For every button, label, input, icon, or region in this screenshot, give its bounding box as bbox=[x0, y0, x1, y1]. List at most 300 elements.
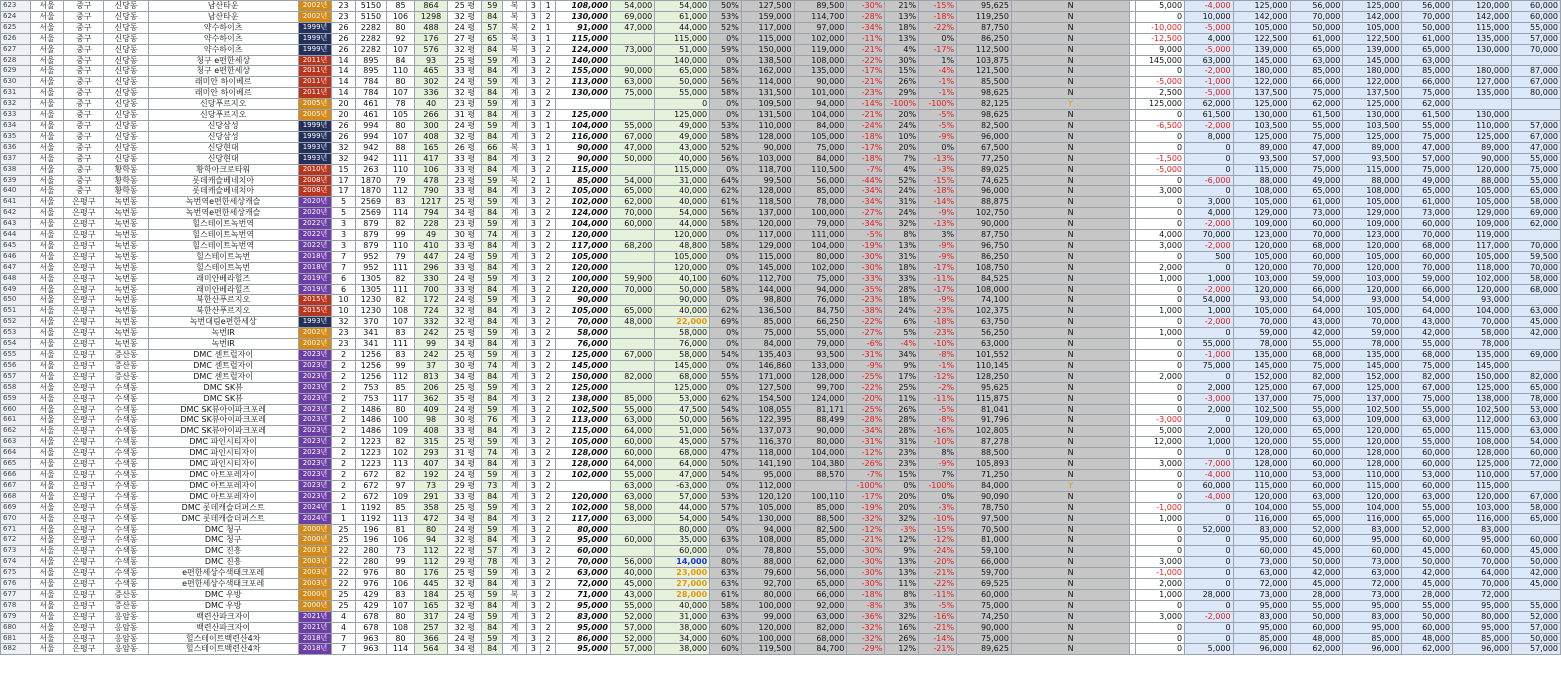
table-cell[interactable]: 84 bbox=[482, 339, 503, 350]
table-cell[interactable]: 은평구 bbox=[64, 600, 104, 611]
table-cell[interactable]: -12% bbox=[919, 535, 957, 546]
table-cell[interactable]: 57,000 bbox=[1290, 153, 1343, 164]
table-cell[interactable]: 3 bbox=[526, 393, 541, 404]
table-cell[interactable]: 58% bbox=[710, 240, 742, 251]
table-cell[interactable]: 2 bbox=[332, 491, 355, 502]
table-cell[interactable]: 70,000 bbox=[1402, 262, 1453, 273]
table-cell[interactable]: 117,000 bbox=[556, 240, 611, 251]
table-cell[interactable]: -11% bbox=[919, 393, 957, 404]
table-cell[interactable]: 녹번동 bbox=[104, 328, 148, 339]
table-cell[interactable]: 23 평 bbox=[448, 99, 482, 110]
table-cell[interactable]: 1223 bbox=[355, 459, 387, 470]
table-cell[interactable]: 1256 bbox=[355, 350, 387, 361]
table-cell[interactable]: 120,000 bbox=[1343, 437, 1402, 448]
table-cell[interactable]: -8% bbox=[919, 415, 957, 426]
table-cell[interactable]: 60,000 bbox=[1402, 448, 1453, 459]
table-cell[interactable]: N bbox=[1011, 306, 1129, 317]
table-cell[interactable]: 은평구 bbox=[64, 415, 104, 426]
table-cell[interactable]: 88,000 bbox=[1453, 175, 1512, 186]
table-cell[interactable]: 2015년 bbox=[298, 306, 332, 317]
table-cell[interactable]: 3 bbox=[526, 328, 541, 339]
table-cell[interactable]: 99,500 bbox=[741, 175, 794, 186]
table-cell[interactable]: 67,000 bbox=[1512, 491, 1561, 502]
table-cell[interactable]: 은평구 bbox=[64, 644, 104, 655]
table-cell[interactable]: 112 bbox=[387, 186, 414, 197]
table-cell[interactable]: 100 bbox=[387, 415, 414, 426]
table-cell[interactable]: 84 bbox=[482, 44, 503, 55]
table-cell[interactable]: 84 bbox=[482, 262, 503, 273]
table-cell[interactable]: 84 bbox=[482, 284, 503, 295]
table-cell[interactable]: -16% bbox=[919, 426, 957, 437]
table-cell[interactable]: 54,000 bbox=[1290, 295, 1343, 306]
table-cell[interactable]: -33% bbox=[847, 273, 885, 284]
table-cell[interactable]: 0 bbox=[1185, 153, 1234, 164]
table-cell[interactable]: 105,000 bbox=[556, 186, 611, 197]
table-cell[interactable]: 수색동 bbox=[104, 459, 148, 470]
table-cell[interactable]: 1305 bbox=[355, 284, 387, 295]
table-cell[interactable]: 33 평 bbox=[448, 66, 482, 77]
table-cell[interactable]: 60,000 bbox=[1290, 535, 1343, 546]
table-cell[interactable]: 2022년 bbox=[298, 219, 332, 230]
table-cell[interactable]: 서울 bbox=[30, 404, 64, 415]
table-cell[interactable]: 65,000 bbox=[1402, 44, 1453, 55]
table-cell[interactable]: 59,000 bbox=[1402, 273, 1453, 284]
table-cell[interactable]: 0 bbox=[1136, 251, 1185, 262]
table-cell[interactable]: 57% bbox=[710, 437, 742, 448]
table-cell[interactable]: 55,000 bbox=[794, 328, 847, 339]
table-cell[interactable]: 159,000 bbox=[741, 11, 794, 22]
table-cell[interactable]: 중구 bbox=[64, 77, 104, 88]
table-cell[interactable] bbox=[610, 524, 654, 535]
table-cell[interactable]: 25 bbox=[332, 600, 355, 611]
table-cell[interactable]: 12,000 bbox=[1136, 437, 1185, 448]
table-cell[interactable]: 128,000 bbox=[1343, 448, 1402, 459]
table-cell[interactable]: -26% bbox=[847, 459, 885, 470]
table-cell[interactable]: 계 bbox=[503, 437, 526, 448]
table-cell[interactable]: 108,055 bbox=[741, 404, 794, 415]
table-cell[interactable]: 계 bbox=[503, 480, 526, 491]
table-cell[interactable]: 103,000 bbox=[1233, 273, 1290, 284]
table-cell[interactable]: 192 bbox=[414, 469, 448, 480]
table-cell[interactable]: 103,000 bbox=[1343, 273, 1402, 284]
table-cell[interactable]: 3 bbox=[526, 219, 541, 230]
table-cell[interactable]: 53,000 bbox=[1402, 469, 1453, 480]
table-cell[interactable]: 23% bbox=[885, 448, 919, 459]
table-cell[interactable]: 128,000 bbox=[1453, 448, 1512, 459]
table-cell[interactable]: 47,000 bbox=[1402, 142, 1453, 153]
table-cell[interactable]: 55% bbox=[710, 371, 742, 382]
table-cell[interactable]: 107 bbox=[387, 131, 414, 142]
table-cell[interactable]: 서울 bbox=[30, 33, 64, 44]
table-cell[interactable]: 서울 bbox=[30, 611, 64, 622]
table-cell[interactable]: 59 bbox=[482, 568, 503, 579]
table-cell[interactable]: 49,000 bbox=[655, 131, 710, 142]
table-cell[interactable]: 84 bbox=[482, 579, 503, 590]
table-cell[interactable]: 황학동 bbox=[104, 186, 148, 197]
table-cell[interactable]: -3,000 bbox=[1185, 393, 1234, 404]
table-cell[interactable]: 315 bbox=[414, 437, 448, 448]
table-cell[interactable]: 25 평 bbox=[448, 55, 482, 66]
table-cell[interactable]: 137,000 bbox=[1233, 393, 1290, 404]
table-cell[interactable]: 26 bbox=[332, 120, 355, 131]
table-cell[interactable]: 은평구 bbox=[64, 350, 104, 361]
row-number[interactable]: 679 bbox=[1, 611, 31, 622]
table-cell[interactable]: 58% bbox=[710, 219, 742, 230]
table-cell[interactable]: 3 bbox=[526, 382, 541, 393]
table-cell[interactable]: 112,500 bbox=[957, 44, 1012, 55]
table-cell[interactable]: 녹번동 bbox=[104, 219, 148, 230]
table-cell[interactable]: -11% bbox=[919, 273, 957, 284]
table-cell[interactable]: 3 bbox=[526, 611, 541, 622]
table-cell[interactable]: 135,403 bbox=[741, 350, 794, 361]
table-cell[interactable]: N bbox=[1011, 622, 1129, 633]
table-cell[interactable]: 60% bbox=[710, 633, 742, 644]
table-cell[interactable]: 50,000 bbox=[655, 415, 710, 426]
table-cell[interactable]: 5 bbox=[332, 197, 355, 208]
table-cell[interactable]: 102,000 bbox=[1453, 273, 1512, 284]
table-cell[interactable]: 신당동 bbox=[104, 11, 148, 22]
row-number[interactable]: 673 bbox=[1, 546, 31, 557]
table-cell[interactable]: 59 bbox=[482, 524, 503, 535]
table-cell[interactable]: 서울 bbox=[30, 622, 64, 633]
table-cell[interactable]: 2023년 bbox=[298, 404, 332, 415]
table-cell[interactable]: 55,000 bbox=[1290, 437, 1343, 448]
table-cell[interactable]: 85,000 bbox=[556, 175, 611, 186]
table-cell[interactable]: 은평구 bbox=[64, 459, 104, 470]
table-cell[interactable]: N bbox=[1011, 22, 1129, 33]
table-cell[interactable]: 힐스테이트백련산4차 bbox=[148, 633, 298, 644]
table-cell[interactable]: 128,000 bbox=[556, 448, 611, 459]
table-cell[interactable]: 1,000 bbox=[1136, 273, 1185, 284]
table-cell[interactable]: 118,500 bbox=[741, 197, 794, 208]
table-cell[interactable]: 1298 bbox=[414, 11, 448, 22]
table-cell[interactable]: 은평구 bbox=[64, 469, 104, 480]
table-cell[interactable]: 60% bbox=[710, 622, 742, 633]
table-cell[interactable]: 서울 bbox=[30, 66, 64, 77]
table-cell[interactable]: 94,000 bbox=[794, 99, 847, 110]
table-cell[interactable]: 58% bbox=[710, 600, 742, 611]
table-cell[interactable]: 291 bbox=[414, 491, 448, 502]
table-cell[interactable]: 88,500 bbox=[794, 513, 847, 524]
table-cell[interactable]: -14% bbox=[919, 633, 957, 644]
row-number[interactable]: 680 bbox=[1, 622, 31, 633]
table-cell[interactable]: 수색동 bbox=[104, 502, 148, 513]
table-cell[interactable]: 증산동 bbox=[104, 350, 148, 361]
table-cell[interactable]: 82,000 bbox=[794, 622, 847, 633]
table-cell[interactable]: 87,750 bbox=[957, 22, 1012, 33]
table-cell[interactable]: 3 bbox=[332, 219, 355, 230]
table-cell[interactable]: 58% bbox=[710, 131, 742, 142]
table-cell[interactable]: 50,000 bbox=[1290, 22, 1343, 33]
table-cell[interactable]: 59 bbox=[482, 175, 503, 186]
table-cell[interactable]: 83,000 bbox=[1343, 524, 1402, 535]
table-cell[interactable]: 2 bbox=[541, 153, 556, 164]
table-cell[interactable]: 90,000 bbox=[794, 426, 847, 437]
table-cell[interactable]: -2,000 bbox=[1185, 284, 1234, 295]
table-cell[interactable]: 3 bbox=[526, 230, 541, 241]
table-cell[interactable]: 120,000 bbox=[556, 262, 611, 273]
table-cell[interactable]: 6% bbox=[885, 317, 919, 328]
table-cell[interactable]: 중구 bbox=[64, 142, 104, 153]
table-cell[interactable]: 83,000 bbox=[1453, 524, 1512, 535]
table-cell[interactable]: 2002년 bbox=[298, 1, 332, 12]
table-cell[interactable]: 60,000 bbox=[1290, 622, 1343, 633]
table-cell[interactable]: 0% bbox=[710, 360, 742, 371]
table-cell[interactable]: 녹번동 bbox=[104, 197, 148, 208]
table-cell[interactable]: 25 평 bbox=[448, 589, 482, 600]
table-cell[interactable]: 63,000 bbox=[1233, 568, 1290, 579]
table-cell[interactable]: 롯데캐슬베네치아 bbox=[148, 186, 298, 197]
table-cell[interactable]: 70,000 bbox=[610, 208, 654, 219]
table-cell[interactable]: -12% bbox=[847, 448, 885, 459]
table-cell[interactable]: 60,000 bbox=[1512, 11, 1561, 22]
table-cell[interactable]: 50,000 bbox=[610, 153, 654, 164]
table-cell[interactable]: 55,000 bbox=[610, 600, 654, 611]
table-cell[interactable]: 2 bbox=[541, 622, 556, 633]
table-cell[interactable]: 서울 bbox=[30, 77, 64, 88]
table-cell[interactable]: -21% bbox=[919, 644, 957, 655]
table-cell[interactable]: 증산동 bbox=[104, 371, 148, 382]
table-cell[interactable]: 2 bbox=[541, 66, 556, 77]
table-cell[interactable]: 32 평 bbox=[448, 306, 482, 317]
table-cell[interactable]: 104,380 bbox=[794, 459, 847, 470]
table-cell[interactable]: 28% bbox=[885, 284, 919, 295]
table-cell[interactable]: 90,000 bbox=[556, 153, 611, 164]
table-cell[interactable]: 수색동 bbox=[104, 469, 148, 480]
row-number[interactable]: 653 bbox=[1, 328, 31, 339]
table-cell[interactable]: 138,500 bbox=[741, 55, 794, 66]
table-cell[interactable]: 33 평 bbox=[448, 240, 482, 251]
table-cell[interactable]: 113,000 bbox=[556, 77, 611, 88]
table-cell[interactable]: 59 bbox=[482, 437, 503, 448]
table-cell[interactable]: 1230 bbox=[355, 295, 387, 306]
table-cell[interactable]: -21% bbox=[847, 44, 885, 55]
table-cell[interactable]: 128,250 bbox=[957, 371, 1012, 382]
table-cell[interactable]: 3 bbox=[526, 437, 541, 448]
table-cell[interactable]: 22 bbox=[332, 568, 355, 579]
table-cell[interactable]: 59 bbox=[482, 99, 503, 110]
table-cell[interactable]: 수색동 bbox=[104, 524, 148, 535]
table-cell[interactable]: 84 bbox=[482, 459, 503, 470]
table-cell[interactable]: 84 bbox=[482, 11, 503, 22]
table-cell[interactable]: 112,700 bbox=[741, 273, 794, 284]
table-cell[interactable]: 23% bbox=[885, 459, 919, 470]
table-cell[interactable]: 22 평 bbox=[448, 546, 482, 557]
table-cell[interactable]: 80 bbox=[387, 120, 414, 131]
table-cell[interactable]: DMC 진흥 bbox=[148, 546, 298, 557]
table-cell[interactable]: 300 bbox=[414, 120, 448, 131]
table-cell[interactable]: 83 bbox=[387, 350, 414, 361]
table-cell[interactable]: 171,000 bbox=[741, 371, 794, 382]
table-cell[interactable]: 2018년 bbox=[298, 633, 332, 644]
table-cell[interactable]: 52,000 bbox=[1185, 524, 1234, 535]
table-cell[interactable]: 서울 bbox=[30, 22, 64, 33]
table-cell[interactable]: 24% bbox=[885, 120, 919, 131]
table-cell[interactable]: 84 bbox=[482, 513, 503, 524]
table-cell[interactable]: 서울 bbox=[30, 415, 64, 426]
table-cell[interactable]: 신당동 bbox=[104, 66, 148, 77]
table-cell[interactable]: -18% bbox=[847, 589, 885, 600]
table-cell[interactable]: 228 bbox=[414, 219, 448, 230]
table-cell[interactable]: 105,000 bbox=[1233, 22, 1290, 33]
table-cell[interactable]: 0 bbox=[1185, 579, 1234, 590]
table-cell[interactable]: N bbox=[1011, 557, 1129, 568]
table-cell[interactable]: 계 bbox=[503, 66, 526, 77]
table-cell[interactable]: 70,000 bbox=[1233, 317, 1290, 328]
table-cell[interactable]: 125,000 bbox=[556, 350, 611, 361]
table-cell[interactable]: 34 평 bbox=[448, 644, 482, 655]
table-cell[interactable]: 1230 bbox=[355, 306, 387, 317]
table-cell[interactable]: 중구 bbox=[64, 186, 104, 197]
table-cell[interactable]: 44,000 bbox=[655, 219, 710, 230]
table-cell[interactable]: 794 bbox=[414, 208, 448, 219]
table-cell[interactable]: 25 평 bbox=[448, 350, 482, 361]
table-cell[interactable]: 332 bbox=[414, 317, 448, 328]
table-cell[interactable]: 14 bbox=[332, 55, 355, 66]
table-cell[interactable]: 60,000 bbox=[1512, 535, 1561, 546]
row-number[interactable]: 624 bbox=[1, 11, 31, 22]
table-cell[interactable]: 72,000 bbox=[556, 579, 611, 590]
table-cell[interactable]: 137,000 bbox=[741, 208, 794, 219]
table-cell[interactable]: 54% bbox=[710, 404, 742, 415]
table-cell[interactable]: 58% bbox=[710, 66, 742, 77]
table-cell[interactable]: 82 bbox=[387, 295, 414, 306]
table-cell[interactable]: 3,000 bbox=[1185, 197, 1234, 208]
row-number[interactable]: 681 bbox=[1, 633, 31, 644]
table-cell[interactable]: 24% bbox=[885, 306, 919, 317]
table-cell[interactable]: 2002년 bbox=[298, 328, 332, 339]
table-cell[interactable]: 341 bbox=[355, 328, 387, 339]
table-cell[interactable]: 65,000 bbox=[1512, 382, 1561, 393]
table-cell[interactable]: 64,000 bbox=[1453, 568, 1512, 579]
table-cell[interactable]: 3 bbox=[526, 77, 541, 88]
table-cell[interactable]: 120,000 bbox=[1343, 284, 1402, 295]
table-cell[interactable]: -21% bbox=[847, 535, 885, 546]
table-cell[interactable]: 84 bbox=[482, 426, 503, 437]
table-cell[interactable]: 50% bbox=[710, 459, 742, 470]
table-cell[interactable]: 44,000 bbox=[655, 22, 710, 33]
table-cell[interactable]: -9% bbox=[919, 240, 957, 251]
table-cell[interactable]: 2 bbox=[332, 480, 355, 491]
row-number[interactable]: 657 bbox=[1, 371, 31, 382]
table-cell[interactable]: 3 bbox=[332, 240, 355, 251]
table-cell[interactable]: 56,000 bbox=[794, 175, 847, 186]
table-cell[interactable]: 120,000 bbox=[1343, 240, 1402, 251]
table-cell[interactable]: 계 bbox=[503, 284, 526, 295]
table-cell[interactable]: 3 bbox=[526, 164, 541, 175]
table-cell[interactable]: 1256 bbox=[355, 360, 387, 371]
table-cell[interactable]: -30% bbox=[847, 557, 885, 568]
table-cell[interactable]: 145,000 bbox=[1343, 55, 1402, 66]
table-cell[interactable]: 64,000 bbox=[610, 459, 654, 470]
table-cell[interactable]: 20% bbox=[885, 142, 919, 153]
table-cell[interactable]: 102 bbox=[387, 448, 414, 459]
table-cell[interactable]: 서울 bbox=[30, 633, 64, 644]
table-cell[interactable]: 116,000 bbox=[556, 131, 611, 142]
table-cell[interactable]: 47,000 bbox=[1290, 142, 1343, 153]
table-cell[interactable]: 120,000 bbox=[556, 491, 611, 502]
table-cell[interactable]: 69,525 bbox=[957, 579, 1012, 590]
table-cell[interactable]: 2003년 bbox=[298, 568, 332, 579]
table-cell[interactable]: 계 bbox=[503, 513, 526, 524]
table-cell[interactable]: 13% bbox=[885, 568, 919, 579]
table-cell[interactable]: 62,000 bbox=[1402, 99, 1453, 110]
table-cell[interactable]: 은평구 bbox=[64, 328, 104, 339]
table-cell[interactable]: 84 bbox=[482, 491, 503, 502]
table-cell[interactable]: 2 bbox=[541, 480, 556, 491]
table-cell[interactable]: 약수하이츠 bbox=[148, 33, 298, 44]
table-cell[interactable]: -10% bbox=[919, 513, 957, 524]
table-cell[interactable]: 84 bbox=[482, 153, 503, 164]
table-cell[interactable]: 56,000 bbox=[1290, 1, 1343, 12]
table-cell[interactable]: 26 평 bbox=[448, 142, 482, 153]
table-cell[interactable]: -34% bbox=[847, 426, 885, 437]
table-cell[interactable]: N bbox=[1011, 535, 1129, 546]
table-cell[interactable]: 수색동 bbox=[104, 426, 148, 437]
table-cell[interactable]: -2,000 bbox=[1185, 66, 1234, 77]
table-cell[interactable]: 125,000 bbox=[1233, 382, 1290, 393]
table-cell[interactable]: 2 bbox=[541, 99, 556, 110]
table-cell[interactable]: 3 bbox=[526, 502, 541, 513]
table-cell[interactable]: 257 bbox=[414, 622, 448, 633]
table-cell[interactable]: 중구 bbox=[64, 131, 104, 142]
table-cell[interactable]: -23% bbox=[847, 295, 885, 306]
table-cell[interactable]: 1,000 bbox=[1185, 437, 1234, 448]
table-cell[interactable]: 신당동 bbox=[104, 22, 148, 33]
table-cell[interactable]: 서울 bbox=[30, 295, 64, 306]
table-cell[interactable]: 95,000 bbox=[556, 600, 611, 611]
table-cell[interactable]: 28,000 bbox=[1402, 589, 1453, 600]
table-cell[interactable]: 1999년 bbox=[298, 33, 332, 44]
table-cell[interactable]: 137,000 bbox=[1343, 393, 1402, 404]
table-cell[interactable]: 53% bbox=[710, 120, 742, 131]
table-cell[interactable]: 88,000 bbox=[1233, 175, 1290, 186]
table-cell[interactable]: 23 bbox=[332, 339, 355, 350]
table-cell[interactable]: 응암동 bbox=[104, 633, 148, 644]
table-cell[interactable]: 38,000 bbox=[655, 622, 710, 633]
table-cell[interactable]: 45,000 bbox=[1290, 546, 1343, 557]
row-number[interactable]: 637 bbox=[1, 153, 31, 164]
table-cell[interactable]: 24 평 bbox=[448, 120, 482, 131]
table-cell[interactable]: 461 bbox=[355, 110, 387, 121]
table-cell[interactable]: 120,000 bbox=[1343, 426, 1402, 437]
table-cell[interactable]: 42,000 bbox=[1290, 568, 1343, 579]
table-cell[interactable]: 2 bbox=[332, 382, 355, 393]
table-cell[interactable]: 472 bbox=[414, 513, 448, 524]
table-cell[interactable]: 63,000 bbox=[556, 568, 611, 579]
table-cell[interactable]: 55,000 bbox=[1290, 600, 1343, 611]
table-cell[interactable]: 은평구 bbox=[64, 491, 104, 502]
table-cell[interactable]: 90,000 bbox=[655, 295, 710, 306]
table-cell[interactable]: 3 bbox=[526, 360, 541, 371]
table-cell[interactable]: 2 bbox=[541, 262, 556, 273]
table-cell[interactable]: 1486 bbox=[355, 415, 387, 426]
table-cell[interactable]: 3 bbox=[526, 317, 541, 328]
table-cell[interactable]: 125,000 bbox=[1453, 459, 1512, 470]
table-cell[interactable]: 13% bbox=[885, 33, 919, 44]
table-cell[interactable]: 68,000 bbox=[1402, 240, 1453, 251]
table-cell[interactable]: 은평구 bbox=[64, 622, 104, 633]
table-cell[interactable]: N bbox=[1011, 404, 1129, 415]
table-cell[interactable]: 78,000 bbox=[1233, 339, 1290, 350]
table-cell[interactable]: -38% bbox=[847, 306, 885, 317]
table-cell[interactable]: 114,700 bbox=[794, 11, 847, 22]
table-cell[interactable]: 20% bbox=[885, 110, 919, 121]
table-cell[interactable]: 115,000 bbox=[1453, 22, 1512, 33]
table-cell[interactable]: 12% bbox=[885, 535, 919, 546]
table-cell[interactable]: 23,000 bbox=[655, 568, 710, 579]
table-cell[interactable]: 서울 bbox=[30, 557, 64, 568]
